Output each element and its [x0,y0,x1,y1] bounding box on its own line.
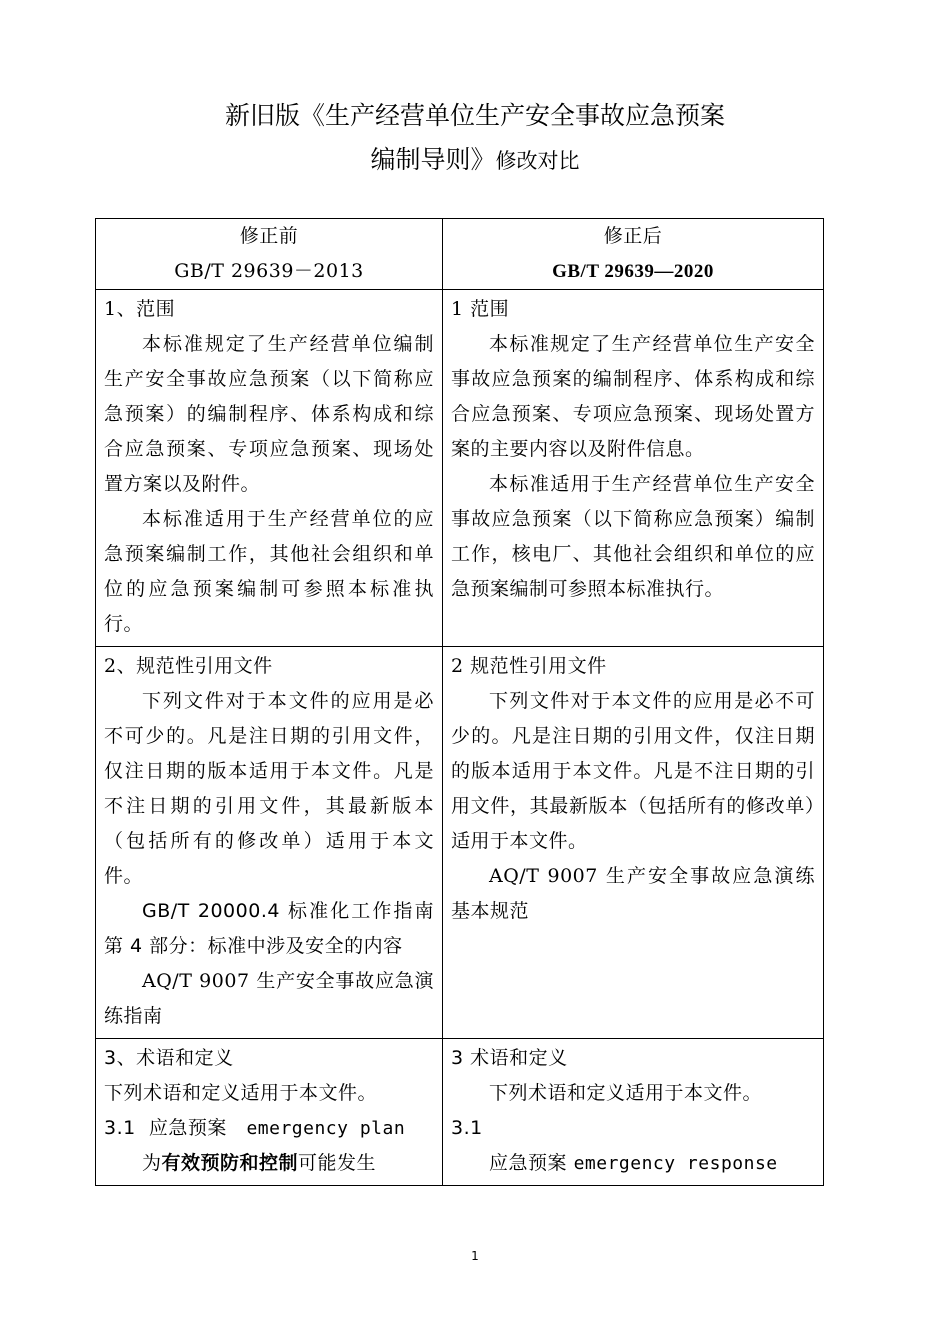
document-title-main: 编制导则》 [370,145,496,174]
scope-after-paragraph-1: 本标准规定了生产经营单位生产安全事故应急预案的编制程序、体系构成和综合应急预案、专项应急预案、现场处置方案的主要内容以及附件信息。 [451,333,815,460]
terms-after-item-english: emergency response [573,1153,778,1174]
terms-before-item [104,1111,434,1146]
table-row-references [96,647,824,1039]
terms-before-paragraph-1: 下列术语和定义适用于本文件。 [104,1082,378,1104]
scope-after-heading: 1 范围 [451,298,510,320]
refs-after-paragraph-2: AQ/T 9007 生产安全事故应急演练基本规范 [451,865,815,922]
terms-before-def-rest: 可能发生 [298,1152,377,1174]
terms-after-item [451,1146,815,1181]
refs-before-cell [96,647,454,1039]
terms-before-item-number: 3.1 [104,1117,136,1139]
terms-before-definition [104,1146,434,1181]
scope-after-paragraph-2: 本标准适用于生产经营单位生产安全事故应急预案（以下简称应急预案）编制工作，核电厂、其他社会组织和单位的应急预案编制可参照本标准执行。 [451,473,815,600]
header-before-standard: GB/T 29639－2013 [174,260,364,282]
terms-after-item-number: 3.1 [451,1117,483,1139]
scope-before-paragraph-1: 本标准规定了生产经营单位编制生产安全事故应急预案（以下简称应急预案）的编制程序、体系构成和综合应急预案、专项应急预案、现场处置方案以及附件。 [104,333,434,495]
comparison-table [95,218,824,1186]
refs-after-heading: 2 规范性引用文件 [451,655,607,677]
document-title-suffix: 修改对比 [495,149,580,173]
terms-before-def-bold: 有效预防和控制 [161,1152,299,1174]
terms-before-item-english: emergency plan [246,1118,406,1139]
document-title-line-1: 新旧版《生产经营单位生产安全事故应急预案 [224,101,725,130]
scope-before-heading: 1、范围 [104,298,176,320]
refs-after-cell [443,647,824,1039]
refs-before-paragraph-3: AQ/T 9007 生产安全事故应急演练指南 [104,970,434,1027]
terms-before-cell [96,1039,443,1186]
header-after-standard: GB/T 29639—2020 [552,261,714,282]
header-after-label: 修正后 [603,225,663,247]
refs-before-heading: 2、规范性引用文件 [104,655,273,677]
terms-before-item-chinese: 应急预案 [148,1117,227,1139]
scope-before-cell [96,290,443,647]
table-header-row [96,219,824,290]
page-number: 1 [471,1249,479,1263]
terms-before-def-lead: 为 [142,1152,162,1174]
refs-before-paragraph-1: 下列文件对于本文件的应用是必不可少的。凡是注日期的引用文件，仅注日期的版本适用于本文件。凡是不注日期的引用文件，其最新版本（包括所有的修改单）适用于本文件。 [104,690,434,887]
terms-after-item-chinese: 应急预案 [489,1152,568,1174]
header-before-label: 修正前 [239,225,299,247]
terms-before-heading: 3、术语和定义 [104,1047,234,1069]
refs-before-paragraph-2: GB/T 20000.4 标准化工作指南 第 4 部分：标准中涉及安全的内容 [104,900,454,957]
header-before-cell [96,219,443,290]
document-title-line-2 [0,140,950,181]
table-row-terms [96,1039,824,1186]
terms-after-cell [443,1039,824,1186]
terms-after-paragraph-1: 下列术语和定义适用于本文件。 [489,1082,763,1104]
header-after-cell [443,219,824,290]
scope-after-cell [443,290,824,647]
terms-after-heading: 3 术语和定义 [451,1047,568,1069]
table-row-scope [96,290,824,647]
refs-after-paragraph-1: 下列文件对于本文件的应用是必不可少的。凡是注日期的引用文件，仅注日期的版本适用于本文件。凡是不注日期的引用文件，其最新版本（包括所有的修改单）适用于本文件。 [451,690,815,852]
scope-before-paragraph-2: 本标准适用于生产经营单位的应急预案编制工作，其他社会组织和单位的应急预案编制可参照本标准执行。 [104,508,434,635]
